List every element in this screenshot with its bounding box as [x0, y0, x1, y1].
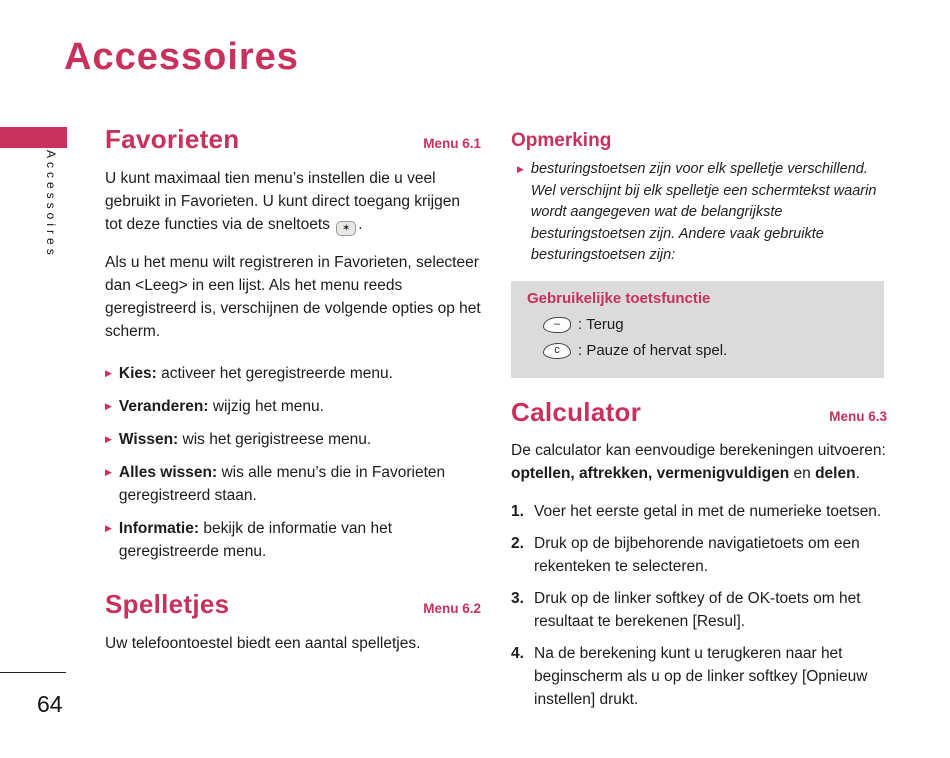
favorieten-paragraph-1 [105, 167, 481, 236]
pause-key-icon: c [543, 343, 571, 359]
key-row-pauze [543, 340, 868, 362]
list-item-text: Informatie: bekijk de informatie van het geregistreerde menu. [118, 520, 393, 560]
sidebar-chapter-label: Accessoires [44, 150, 58, 259]
spelletjes-section-header [105, 589, 481, 620]
list-item-text: Alles wissen: wis alle menu’s die in Favorieten geregistreerd staan. [118, 464, 446, 504]
calculator-steps [511, 500, 887, 711]
bullet-triangle-icon: ▶ [517, 164, 524, 174]
list-item-text: Kies: activeer het geregistreerde menu. [118, 365, 393, 382]
step-number: 4. [511, 644, 524, 662]
right-column [511, 130, 887, 720]
left-column [105, 124, 481, 655]
list-item-text: Wissen: wis het gerigistreese menu. [118, 431, 372, 448]
favorieten-menu-label: Menu 6.1 [423, 136, 481, 151]
favorieten-paragraph-2: Als u het menu wilt registreren in Favorieten, selecteer dan <Leeg> in een lijst. Als het menu reeds geregistreerd is, verschijnen de volgende opties op het scherm. [105, 254, 481, 340]
calculator-section-header [511, 397, 887, 428]
step-number: 2. [511, 534, 524, 552]
step-item [511, 642, 887, 711]
favorieten-paragraph-1-text: U kunt maximaal tien menu’s instellen die u veel gebruikt in Favorieten. U kunt direct toegang krijgen tot deze functies via de sneltoets [105, 170, 460, 233]
step-text: Druk op de linker softkey of de OK-toets om het resultaat te berekenen [Resul]. [534, 589, 861, 630]
calculator-menu-label: Menu 6.3 [829, 408, 887, 424]
list-item [105, 395, 481, 418]
key-row-label: : Pauze of hervat spel. [578, 341, 728, 359]
key-box-heading: Gebruikelijke toetsfunctie [527, 289, 711, 307]
bullet-triangle-icon: ▶ [105, 434, 112, 444]
list-item [105, 428, 481, 451]
opmerking-note-text: besturingstoetsen zijn voor elk spelletje verschillend. Wel verschijnt bij elk spelletje een schermtekst waarin wordt aangegeven wat de belangrijkste besturingstoetsen zijn. Andere vaak gebruikte besturingstoetsen zijn: [530, 161, 877, 263]
list-item [105, 461, 481, 507]
spelletjes-section [105, 589, 481, 655]
favorieten-section-header [105, 124, 481, 155]
step-text: Voer het eerste getal in met de numerieke toetsen. [534, 502, 882, 520]
sidebar-accent-bar [0, 127, 67, 148]
key-row-label: : Terug [578, 315, 624, 333]
step-item [511, 532, 887, 578]
list-item-text: Veranderen: wijzig het menu. [118, 398, 324, 415]
spelletjes-menu-label: Menu 6.2 [423, 601, 481, 616]
back-key-icon: – [543, 317, 571, 333]
step-item [511, 500, 887, 523]
calculator-intro: De calculator kan eenvoudige berekeningen uitvoeren: optellen, aftrekken, vermenigvuldigen en delen. [511, 441, 886, 482]
bullet-triangle-icon: ▶ [105, 523, 112, 533]
step-number: 3. [511, 589, 524, 607]
calculator-section [511, 397, 887, 711]
key-function-box [511, 281, 884, 378]
opmerking-note [511, 159, 887, 267]
list-item [105, 517, 481, 563]
step-number: 1. [511, 502, 524, 520]
step-item [511, 587, 887, 633]
favorieten-paragraph-1-period: . [358, 216, 363, 233]
favorieten-options-list [105, 362, 481, 563]
step-text: Druk op de bijbehorende navigatietoets om een rekenteken te selecteren. [534, 534, 860, 575]
page-title: Accessoires [64, 36, 299, 78]
list-item [105, 362, 481, 385]
favorieten-heading: Favorieten [105, 124, 240, 154]
opmerking-heading: Opmerking [511, 130, 612, 151]
spelletjes-heading: Spelletjes [105, 589, 230, 619]
step-text: Na de berekening kunt u terugkeren naar het beginscherm als u op de linker softkey [Opnieuw instellen] drukt. [534, 644, 868, 708]
bullet-triangle-icon: ▶ [105, 368, 112, 378]
footer-rule [0, 672, 66, 673]
bullet-triangle-icon: ▶ [105, 467, 112, 477]
page-number: 64 [37, 691, 63, 717]
calculator-heading: Calculator [511, 396, 642, 427]
key-row-terug [543, 314, 868, 336]
spelletjes-paragraph: Uw telefoontoestel biedt een aantal spelletjes. [105, 635, 421, 652]
sneltoets-key-icon: ✶ [336, 221, 356, 236]
bullet-triangle-icon: ▶ [105, 401, 112, 411]
